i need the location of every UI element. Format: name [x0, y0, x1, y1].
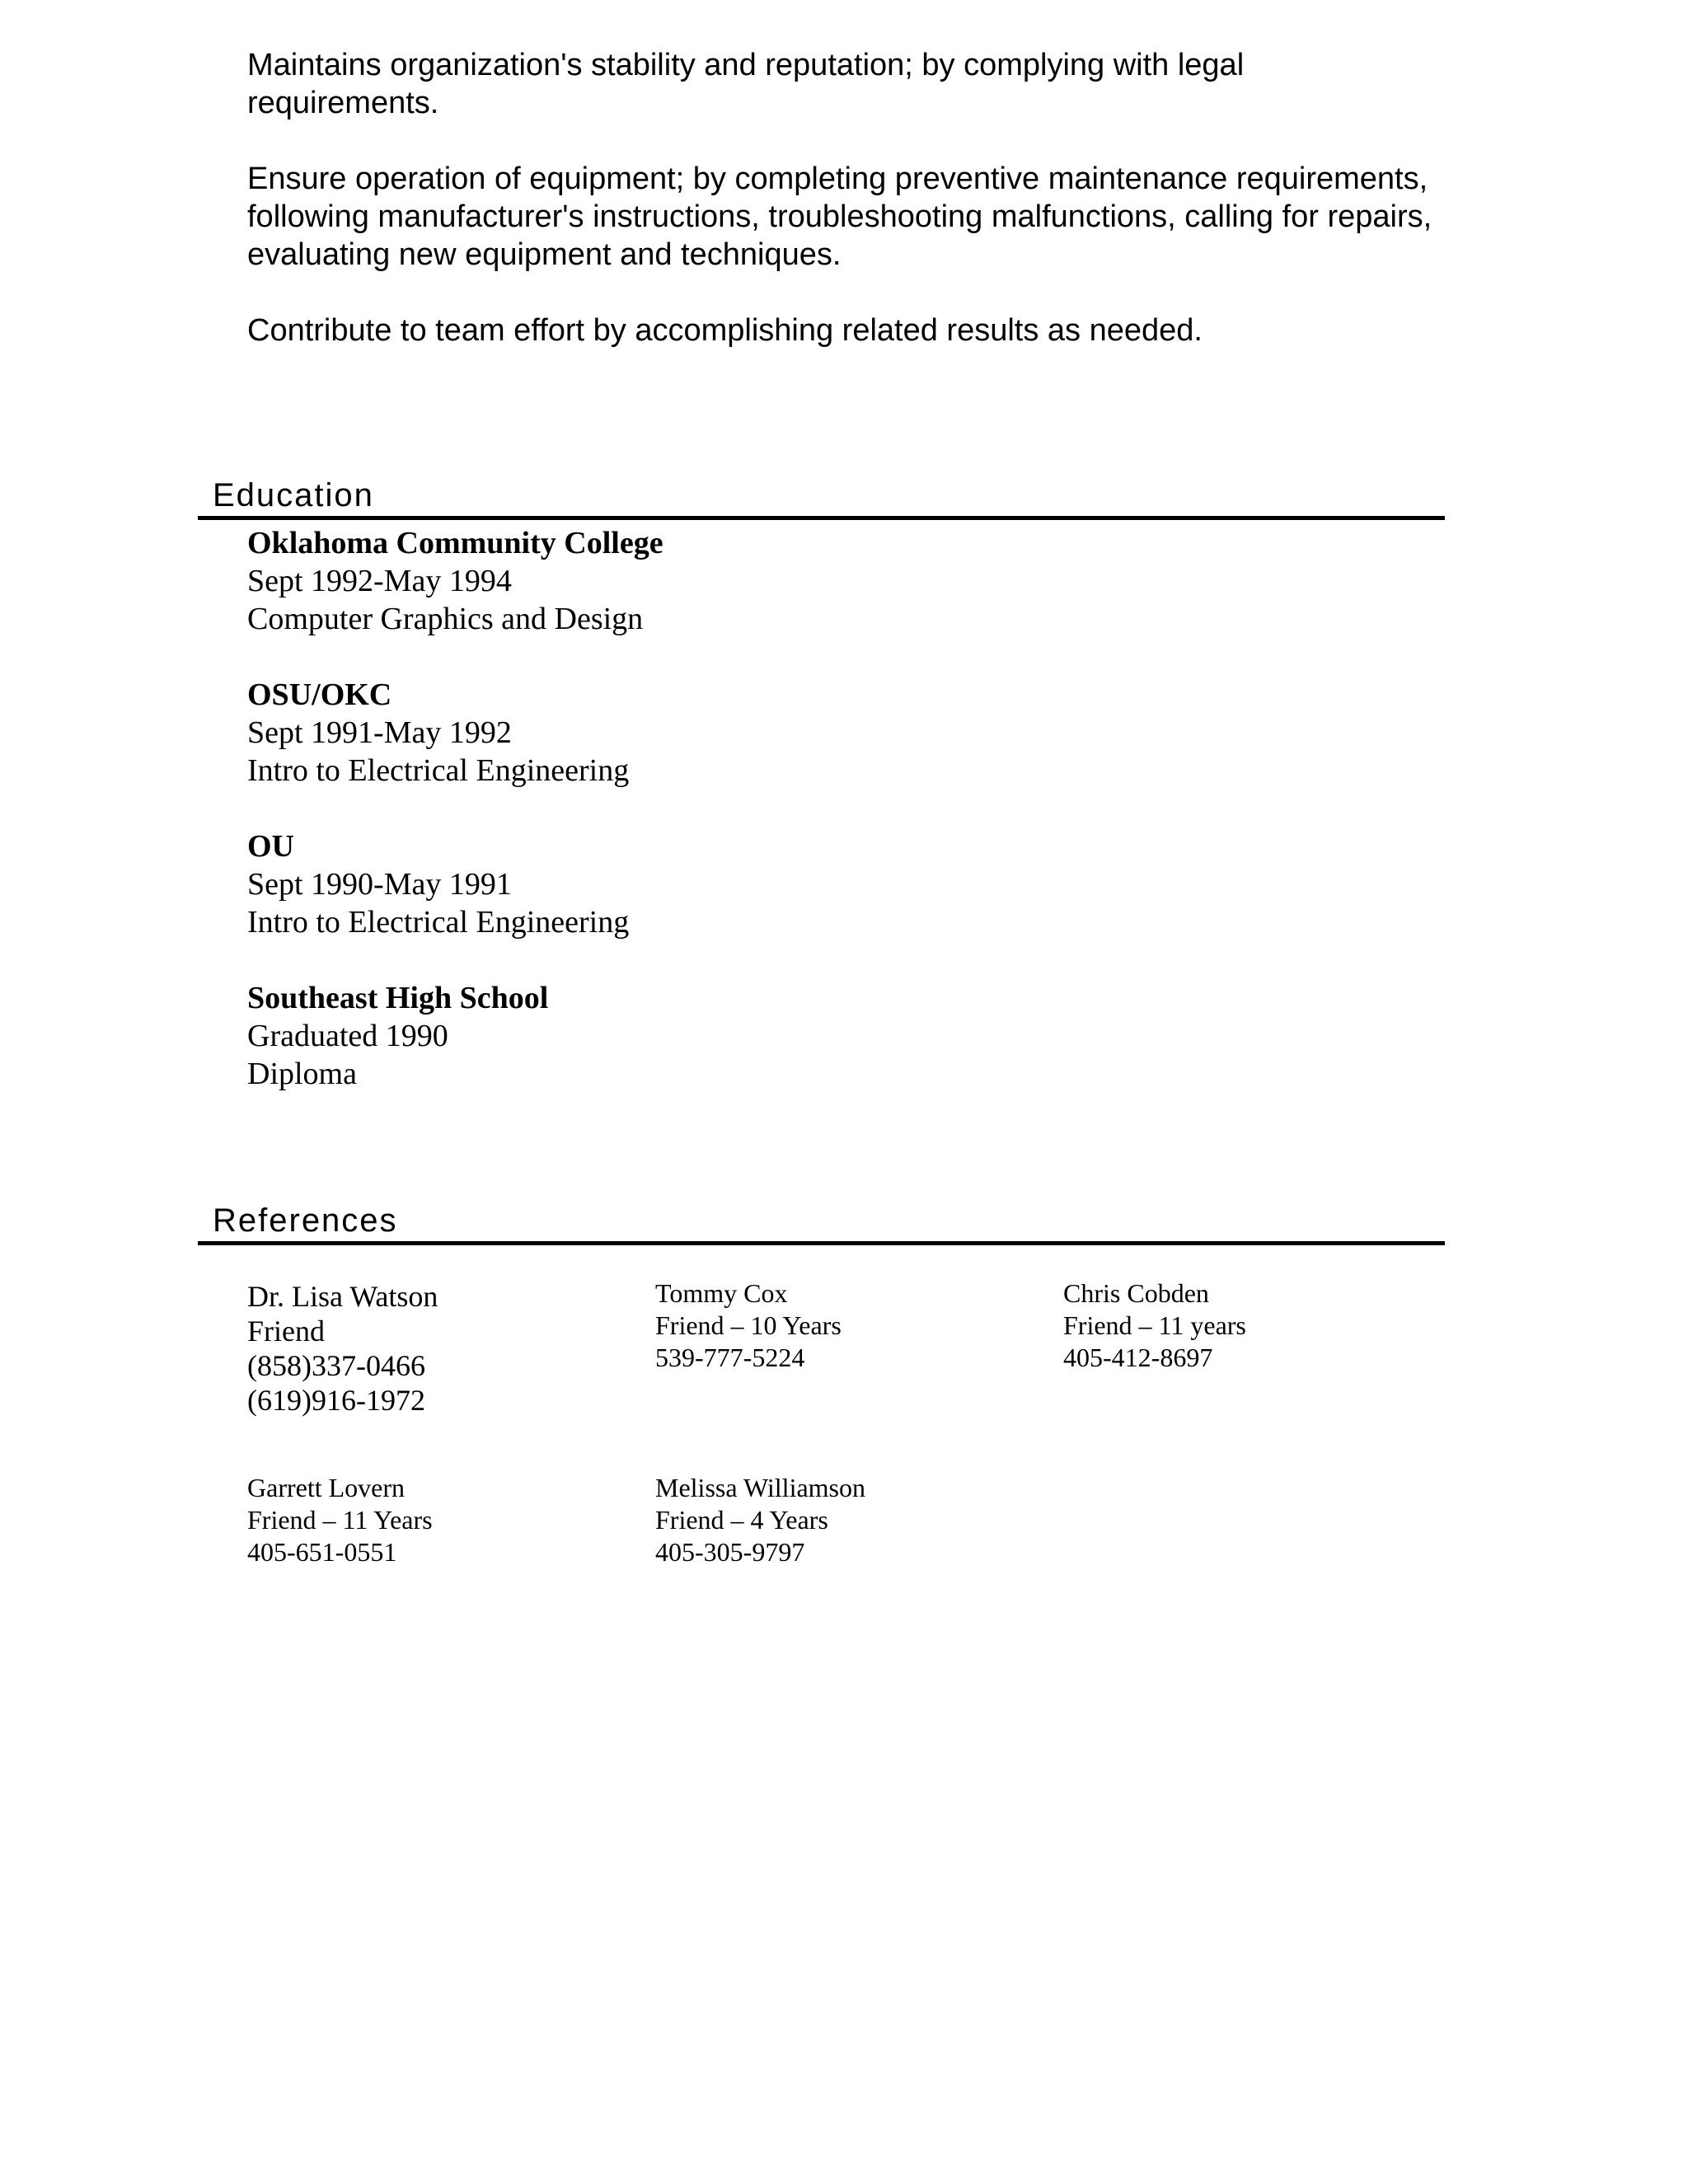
reference-relation: Friend – 11 years: [1063, 1310, 1246, 1340]
reference-phone: (619)916-1972: [247, 1384, 425, 1417]
education-entry: [247, 827, 663, 941]
reference-entry: [655, 1472, 865, 1568]
reference-phone: (858)337-0466: [247, 1349, 425, 1382]
duties-list: [247, 46, 1442, 387]
reference-relation: Friend – 10 Years: [655, 1310, 842, 1340]
school-name: Southeast High School: [247, 981, 549, 1015]
school-program: Intro to Electrical Engineering: [247, 905, 630, 940]
references-title: References: [213, 1202, 398, 1239]
reference-entry: [247, 1472, 433, 1568]
duty-item: Contribute to team effort by accomplishing related results as needed.: [247, 313, 1203, 348]
school-dates: Graduated 1990: [247, 1019, 448, 1053]
education-list: [247, 524, 663, 1131]
education-entry: [247, 676, 663, 790]
reference-phone: 405-651-0551: [247, 1537, 397, 1567]
reference-name: Dr. Lisa Watson: [247, 1280, 438, 1313]
school-dates: Sept 1990-May 1991: [247, 867, 512, 902]
duty-item: Ensure operation of equipment; by completing preventive maintenance requirements, following manufacturer's instructions, troubleshooting malfunctions, calling for repairs, evaluating new equipment and techniques.: [247, 162, 1432, 272]
education-entry: [247, 979, 663, 1093]
reference-entry: [1063, 1277, 1246, 1374]
reference-phone: 405-412-8697: [1063, 1343, 1213, 1372]
school-dates: Sept 1991-May 1992: [247, 715, 512, 750]
reference-entry: [247, 1279, 438, 1418]
reference-entry: [655, 1277, 842, 1374]
reference-phone: 539-777-5224: [655, 1343, 805, 1372]
duty-item: Maintains organization's stability and reputation; by complying with legal requirements.: [247, 48, 1245, 120]
school-program: Intro to Electrical Engineering: [247, 753, 630, 788]
education-title: Education: [213, 477, 374, 513]
reference-name: Garrett Lovern: [247, 1473, 406, 1502]
references-section-header: [198, 1200, 1445, 1245]
reference-relation: Friend – 11 Years: [247, 1505, 433, 1535]
reference-phone: 405-305-9797: [655, 1537, 805, 1567]
school-program: Diploma: [247, 1057, 357, 1091]
school-name: OU: [247, 829, 294, 864]
reference-name: Tommy Cox: [655, 1278, 788, 1308]
school-name: Oklahoma Community College: [247, 526, 663, 560]
education-section-header: [198, 475, 1445, 520]
education-entry: [247, 524, 663, 638]
reference-name: Chris Cobden: [1063, 1278, 1209, 1308]
reference-name: Melissa Williamson: [655, 1473, 865, 1502]
school-program: Computer Graphics and Design: [247, 602, 644, 636]
reference-relation: Friend – 4 Years: [655, 1505, 828, 1535]
school-dates: Sept 1992-May 1994: [247, 564, 512, 598]
school-name: OSU/OKC: [247, 677, 392, 712]
reference-relation: Friend: [247, 1315, 325, 1347]
